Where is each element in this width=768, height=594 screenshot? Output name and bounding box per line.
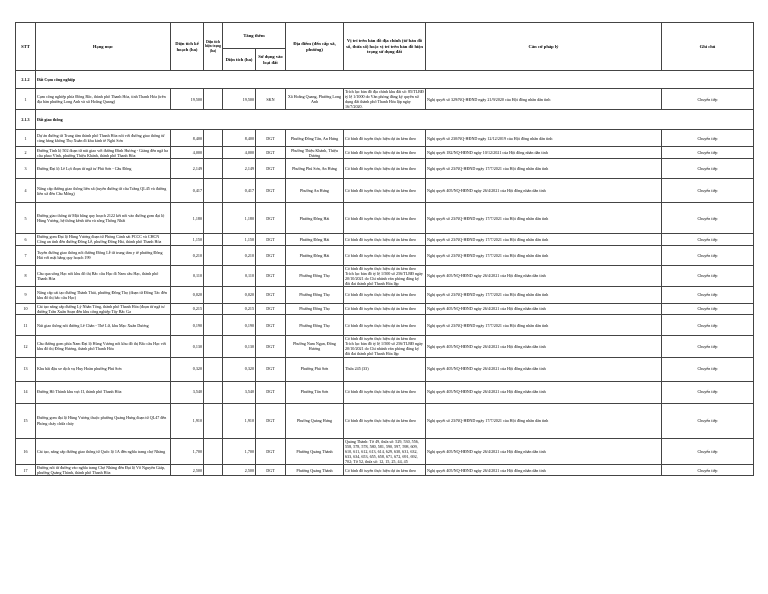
- row-can-cu: Nghị quyết 405/NQ-HĐND ngày 26/4/2021 của Hội đồng nhân dân tỉnh: [426, 265, 662, 286]
- row-dia-diem: Phường Phú Sơn: [286, 357, 344, 381]
- row-hien-trang: [204, 315, 223, 336]
- row-ke-hoach: 19,500: [171, 89, 204, 110]
- row-stt: 11: [16, 315, 36, 336]
- row-ghi-chu: Chuyển tiếp: [662, 438, 754, 464]
- row-ke-hoach: 1,910: [171, 403, 204, 438]
- row-stt: 4: [16, 179, 36, 203]
- row-ke-hoach: 0,130: [171, 336, 204, 357]
- row-hien-trang: [204, 438, 223, 464]
- row-dia-diem: Phường Thiệu Khánh, Thiệu Dương: [286, 147, 344, 159]
- row-vi-tri: Có bình đồ tuyến thực hiện dự án kèm theo: [344, 315, 426, 336]
- row-tang-them: 0,210: [223, 245, 256, 265]
- row-hien-trang: [204, 203, 223, 234]
- row-hien-trang: [204, 464, 223, 475]
- row-stt: 7: [16, 245, 36, 265]
- row-vi-tri: Thửa 245 (33): [344, 357, 426, 381]
- row-hien-trang: [204, 159, 223, 179]
- section-row: [16, 110, 754, 130]
- row-hang-muc: Đường Hồ Thành khu vực II, thành phố Thanh Hóa: [36, 381, 171, 403]
- header-stt: STT: [16, 23, 36, 71]
- table-row: [16, 245, 754, 265]
- table-row: [16, 315, 754, 336]
- row-hien-trang: [204, 234, 223, 245]
- section-title: Đất giao thông: [36, 110, 754, 130]
- row-hien-trang: [204, 336, 223, 357]
- row-ghi-chu: Chuyển tiếp: [662, 203, 754, 234]
- row-ghi-chu: Chuyển tiếp: [662, 179, 754, 203]
- row-hien-trang: [204, 357, 223, 381]
- row-stt: 10: [16, 303, 36, 314]
- row-stt: 6: [16, 234, 36, 245]
- row-stt: 14: [16, 381, 36, 403]
- row-loai-dat: DGT: [256, 130, 286, 147]
- row-hien-trang: [204, 245, 223, 265]
- land-use-table: [15, 22, 754, 476]
- table-row: [16, 438, 754, 464]
- table-row: [16, 234, 754, 245]
- row-stt: 2: [16, 147, 36, 159]
- row-ke-hoach: 2,149: [171, 159, 204, 179]
- row-dia-diem: Phường An Hưng: [286, 179, 344, 203]
- row-can-cu: Nghị quyết 182/NQ-HĐND ngày 10/12/2021 của Hội đồng nhân dân tỉnh: [426, 147, 662, 159]
- row-hang-muc: Nâng cấp đường giao thông liên xã (tuyến đường từ cầu Trắng QL45 và đường liên xã đến Cầu Mống): [36, 179, 171, 203]
- row-can-cu: Nghị quyết số 23/NQ-HĐND ngày 17/7/2021 của Hội đồng nhân dân tỉnh: [426, 245, 662, 265]
- row-tang-them: 0,215: [223, 303, 256, 314]
- row-vi-tri: Có bình đồ tuyến thực hiện dự án kèm theo: [344, 234, 426, 245]
- row-dia-diem: Phường Đông Hải: [286, 234, 344, 245]
- row-hien-trang: [204, 89, 223, 110]
- header-tang-them-dien-tich: Diện tích (ha): [223, 49, 256, 71]
- row-tang-them: 3,540: [223, 381, 256, 403]
- row-loai-dat: DGT: [256, 438, 286, 464]
- row-hang-muc: Đường nối từ đường vào nghĩa trang Chợ Nhàng đến Đại lộ Võ Nguyên Giáp, phường Quảng Thành, thành phố Thanh Hóa: [36, 464, 171, 475]
- row-ghi-chu: Chuyển tiếp: [662, 315, 754, 336]
- row-ghi-chu: Chuyển tiếp: [662, 303, 754, 314]
- header-hien-trang: Diện tích hiện trạng (ha): [204, 23, 223, 71]
- row-hang-muc: Cải tạo, nâng cấp đường giao thông từ Quốc lộ 1A đến nghĩa trang chợ Nhàng: [36, 438, 171, 464]
- row-loai-dat: DGT: [256, 179, 286, 203]
- row-loai-dat: DGT: [256, 203, 286, 234]
- row-ghi-chu: Chuyển tiếp: [662, 147, 754, 159]
- row-dia-diem: Phường Nam Ngạn, Đông Hương: [286, 336, 344, 357]
- row-ghi-chu: Chuyển tiếp: [662, 381, 754, 403]
- row-tang-them: 19,500: [223, 89, 256, 110]
- row-vi-tri: Có bình đồ tuyến thực hiện dự án kèm theo: [344, 245, 426, 265]
- row-hang-muc: Dự án đường từ Trung tâm thành phố Thanh Hóa nối với đường giao thông từ cảng hàng không Thọ Xuân đi khu kinh tế Nghi Sơn: [36, 130, 171, 147]
- row-ke-hoach: 3,540: [171, 381, 204, 403]
- row-dia-diem: Phường Phú Sơn, An Hưng: [286, 159, 344, 179]
- row-hien-trang: [204, 403, 223, 438]
- row-vi-tri: Có bình đồ tuyến thực hiện dự án kèm theo: [344, 147, 426, 159]
- row-dia-diem: Xã Hoằng Quang, Phường Long Anh: [286, 89, 344, 110]
- header-dia-diem: Địa điểm (đến cấp xã, phường): [286, 23, 344, 71]
- row-hang-muc: Khu bãi đậu xe dịch vụ Huy Hoàn phường Phú Sơn: [36, 357, 171, 381]
- section-row: [16, 71, 754, 89]
- row-dia-diem: Phường Đông Hải: [286, 245, 344, 265]
- row-hang-muc: Nút giao thông nối đường Lê Chân - Thế Lữ, khu Mạc Xuân Dương: [36, 315, 171, 336]
- header-tang-them-su-dung: Sử dụng vào loại đất: [256, 49, 286, 71]
- row-ke-hoach: 1,180: [171, 203, 204, 234]
- header-tang-them: Tăng thêm: [223, 23, 286, 49]
- row-stt: 13: [16, 357, 36, 381]
- table-row: [16, 130, 754, 147]
- row-ke-hoach: 0,190: [171, 315, 204, 336]
- row-can-cu: Nghị quyết số 23/NQ-HĐND ngày 17/7/2021 của Hội đồng nhân dân tỉnh: [426, 286, 662, 303]
- row-hang-muc: Đường Tỉnh lộ 502 đoạn từ nút giao với đường Đình Hương - Giàng đến ngã ba cầu phao Vĩnh, phường Thiệu Khánh, thành phố Thanh Hóa: [36, 147, 171, 159]
- row-loai-dat: DGT: [256, 464, 286, 475]
- row-ke-hoach: 0,215: [171, 303, 204, 314]
- table-row: [16, 147, 754, 159]
- row-ke-hoach: 4,000: [171, 147, 204, 159]
- row-ghi-chu: Chuyển tiếp: [662, 357, 754, 381]
- row-can-cu: Nghị quyết 405/NQ-HĐND ngày 26/4/2021 của Hội đồng nhân dân tỉnh: [426, 336, 662, 357]
- row-vi-tri: Có bình đồ tuyến thực hiện dự án kèm theo: [344, 286, 426, 303]
- row-can-cu: Nghị quyết 405/NQ-HĐND ngày 26/4/2021 của Hội đồng nhân dân tỉnh: [426, 381, 662, 403]
- row-stt: 3: [16, 159, 36, 179]
- row-ke-hoach: 0,417: [171, 179, 204, 203]
- row-ke-hoach: 0,110: [171, 265, 204, 286]
- row-vi-tri: Có bình đồ tuyến thực hiện dự án kèm theo: [344, 203, 426, 234]
- section-code: 2.1.2: [16, 71, 36, 89]
- row-loai-dat: DGT: [256, 159, 286, 179]
- row-hien-trang: [204, 179, 223, 203]
- table-row: [16, 179, 754, 203]
- row-vi-tri: Có bình đồ tuyến thực hiện dự án kèm theo Trích lục bản đồ tỷ lệ 1/500 số 256/TLBĐ ngày 20/10/2021 do Chi nhánh văn phòng đăng ký đất đai thành phố Thanh Hóa lập: [344, 336, 426, 357]
- row-dia-diem: Phường Quảng Thành: [286, 464, 344, 475]
- row-hang-muc: Đường Đại lộ Lê Lợi đoạn từ ngã tư Phú Sơn - Cầu Đống: [36, 159, 171, 179]
- row-hang-muc: Cầu qua sông Hạc nối khu đô thị Bắc cầu Hạc đi Nam cầu Hạc, thành phố Thanh Hóa: [36, 265, 171, 286]
- row-dia-diem: Phường Đông Thọ: [286, 286, 344, 303]
- row-dia-diem: Phường Đông Thọ: [286, 315, 344, 336]
- row-stt: 1: [16, 130, 36, 147]
- row-hien-trang: [204, 147, 223, 159]
- row-ke-hoach: 1,150: [171, 234, 204, 245]
- row-loai-dat: DGT: [256, 303, 286, 314]
- row-tang-them: 1,700: [223, 438, 256, 464]
- row-ke-hoach: 2,500: [171, 464, 204, 475]
- row-loai-dat: DGT: [256, 147, 286, 159]
- table-row: [16, 403, 754, 438]
- header-hang-muc: Hạng mục: [36, 23, 171, 71]
- row-ghi-chu: Chuyển tiếp: [662, 403, 754, 438]
- row-can-cu: Nghị quyết số 23/NQ-HĐND ngày 17/7/2021 của Hội đồng nhân dân tỉnh: [426, 159, 662, 179]
- row-can-cu: Nghị quyết số 23/NQ-HĐND ngày 17/7/2021 của Hội đồng nhân dân tỉnh: [426, 403, 662, 438]
- row-vi-tri: Có bình đồ tuyến thực hiện dự án kèm theo: [344, 381, 426, 403]
- header-dien-tich-ke-hoach: Diện tích kế hoạch (ha): [171, 23, 204, 71]
- row-hang-muc: Cải tạo nâng cấp đường Lý Nhân Tông, thành phố Thanh Hóa (đoạn từ ngã tư đường Trần Xuân Soạn đến khu công nghiệp Tây Bắc Ga: [36, 303, 171, 314]
- row-hang-muc: Đường giao thông từ Mặt bằng quy hoạch 2122 kết nối vào đường gom đại lộ Hùng Vương, hệ thống kênh tiêu và sông Thống Nhất: [36, 203, 171, 234]
- row-vi-tri: Quảng Thành: Tờ 49, thửa số: 529, 530, 556, 558, 578, 578, 580, 581, 590, 597, 598, 609, 610, 611, 612, 613, 614, 629, 630, 631, 632, 633, 634, 653, 655, 658, 671, 672, 691, 692, 702; Tờ 52, thửa số: 12, 15, 25, 44, 45: [344, 438, 426, 464]
- table-row: [16, 203, 754, 234]
- row-tang-them: 0,190: [223, 315, 256, 336]
- row-tang-them: 0,020: [223, 286, 256, 303]
- row-hang-muc: Tuyến đường giao thông nối đường Đông Lễ từ trung tâm y tế phường Đông Hải với mặt bằng quy hoạch 199: [36, 245, 171, 265]
- row-dia-diem: Phường Quảng Thành: [286, 438, 344, 464]
- row-ghi-chu: Chuyển tiếp: [662, 265, 754, 286]
- row-vi-tri: Có bình đồ tuyến thực hiện dự án kèm theo: [344, 159, 426, 179]
- row-dia-diem: Phường Đông Thọ: [286, 303, 344, 314]
- row-can-cu: Nghị quyết số 23/NQ-HĐND ngày 17/7/2021 của Hội đồng nhân dân tỉnh: [426, 315, 662, 336]
- row-can-cu: Nghị quyết số 23/NQ-HĐND ngày 17/7/2021 của Hội đồng nhân dân tỉnh: [426, 203, 662, 234]
- land-use-plan-sheet: [0, 22, 754, 476]
- row-ke-hoach: 8,400: [171, 130, 204, 147]
- row-dia-diem: Phường Quảng Hưng: [286, 403, 344, 438]
- table-row: [16, 303, 754, 314]
- row-dia-diem: Phường Tân Sơn: [286, 381, 344, 403]
- row-stt: 8: [16, 265, 36, 286]
- row-hien-trang: [204, 303, 223, 314]
- row-ghi-chu: Chuyển tiếp: [662, 464, 754, 475]
- row-hang-muc: Đường gom Đại lộ Hùng Vương đoạn từ Phòng Cảnh sát PCCC và CHCN Công an tỉnh đến đường Đông Lễ, phường Đông Hải, thành phố Thanh Hóa: [36, 234, 171, 245]
- section-code: 2.1.3: [16, 110, 36, 130]
- row-ghi-chu: Chuyển tiếp: [662, 159, 754, 179]
- row-can-cu: Nghị quyết 405/NQ-HĐND ngày 26/4/2021 của Hội đồng nhân dân tỉnh: [426, 357, 662, 381]
- section-title: Đất Cụm công nghiệp: [36, 71, 754, 89]
- row-hang-muc: Cầu đường gom phía Nam Đại lộ Hùng Vương nối khu đô thị Bắc cầu Hạc với khu đô thị Đông Hương, thành phố Thanh Hóa: [36, 336, 171, 357]
- row-hang-muc: Cụm công nghiệp phía Đông Bắc, thành phố Thanh Hóa, tỉnh Thanh Hóa (trên địa bàn phường Long Anh và xã Hoằng Quang): [36, 89, 171, 110]
- header-vi-tri: Vị trí trên bản đồ địa chính (tờ bản đồ số, thửa số) hoặc vị trí trên bản đồ hiện trạng sử dụng đất: [344, 23, 426, 71]
- row-loai-dat: SKN: [256, 89, 286, 110]
- row-stt: 9: [16, 286, 36, 303]
- header-ghi-chu: Ghi chú: [662, 23, 754, 71]
- table-row: [16, 286, 754, 303]
- row-loai-dat: DGT: [256, 403, 286, 438]
- row-loai-dat: DGT: [256, 234, 286, 245]
- row-hang-muc: Đường gom đại lộ Hùng Vương thuộc phường Quảng Hưng đoạn từ QL47 đến Phòng cháy chữa cháy: [36, 403, 171, 438]
- row-can-cu: Nghị quyết số 329/NQ-HĐND ngày 21/9/2020 của Hội đồng nhân dân tỉnh: [426, 89, 662, 110]
- row-loai-dat: DGT: [256, 357, 286, 381]
- row-stt: 12: [16, 336, 36, 357]
- row-vi-tri: Có bình đồ tuyến thực hiện dự án kèm theo: [344, 403, 426, 438]
- row-stt: 1: [16, 89, 36, 110]
- table-row: [16, 464, 754, 475]
- row-tang-them: 0,320: [223, 357, 256, 381]
- row-hien-trang: [204, 286, 223, 303]
- row-tang-them: 0,130: [223, 336, 256, 357]
- row-loai-dat: DGT: [256, 286, 286, 303]
- row-hien-trang: [204, 265, 223, 286]
- row-loai-dat: DGT: [256, 265, 286, 286]
- row-stt: 5: [16, 203, 36, 234]
- row-can-cu: Nghị quyết số 230/NQ-HĐND ngày 12/12/2019 của Hội đồng nhân dân tỉnh: [426, 130, 662, 147]
- row-ghi-chu: Chuyển tiếp: [662, 130, 754, 147]
- row-ghi-chu: Chuyển tiếp: [662, 245, 754, 265]
- row-can-cu: Nghị quyết 405/NQ-HĐND ngày 26/4/2021 của Hội đồng nhân dân tỉnh: [426, 464, 662, 475]
- row-loai-dat: DGT: [256, 381, 286, 403]
- row-hien-trang: [204, 381, 223, 403]
- row-tang-them: 1,180: [223, 203, 256, 234]
- row-tang-them: 2,149: [223, 159, 256, 179]
- row-vi-tri: Có bình đồ tuyến thực hiện dự án kèm theo Trích lục bản đồ tỷ lệ 1/500 số 256/TLBĐ ngày 20/10/2021 do Chi nhánh văn phòng đăng ký đất đai thành phố Thanh Hóa lập: [344, 265, 426, 286]
- row-can-cu: Nghị quyết 405/NQ-HĐND ngày 26/4/2021 của Hội đồng nhân dân tỉnh: [426, 438, 662, 464]
- row-tang-them: 1,150: [223, 234, 256, 245]
- row-tang-them: 8,400: [223, 130, 256, 147]
- row-ghi-chu: Chuyển tiếp: [662, 336, 754, 357]
- row-tang-them: 2,500: [223, 464, 256, 475]
- header-can-cu: Căn cứ pháp lý: [426, 23, 662, 71]
- row-vi-tri: Có bình đồ tuyến thực hiện dự án kèm theo: [344, 130, 426, 147]
- row-ghi-chu: Chuyển tiếp: [662, 234, 754, 245]
- table-row: [16, 265, 754, 286]
- row-ke-hoach: 0,210: [171, 245, 204, 265]
- table-row: [16, 357, 754, 381]
- row-stt: 16: [16, 438, 36, 464]
- row-tang-them: 4,000: [223, 147, 256, 159]
- row-ke-hoach: 1,700: [171, 438, 204, 464]
- row-ghi-chu: Chuyển tiếp: [662, 286, 754, 303]
- row-can-cu: Nghị quyết 405/NQ-HĐND ngày 26/4/2021 của Hội đồng nhân dân tỉnh: [426, 179, 662, 203]
- row-ke-hoach: 0,320: [171, 357, 204, 381]
- row-dia-diem: Phường Đông Tân, An Hưng: [286, 130, 344, 147]
- row-vi-tri: Có bình đồ tuyến thực hiện dự án kèm theo: [344, 464, 426, 475]
- row-vi-tri: Trích lục bản đồ địa chính khu đất số: 85/TLBĐ tỷ lệ 1/1000 do Văn phòng đăng ký quyền sử dụng đất thành phố Thanh Hóa lập ngày 16/7/2020.: [345, 89, 424, 110]
- row-dia-diem: Phường Đông Hải: [286, 203, 344, 234]
- row-loai-dat: DGT: [256, 245, 286, 265]
- row-tang-them: 0,417: [223, 179, 256, 203]
- row-dia-diem: Phường Đông Thọ: [286, 265, 344, 286]
- table-row: [16, 336, 754, 357]
- table-row: [16, 89, 754, 110]
- row-can-cu: Nghị quyết 405/NQ-HĐND ngày 26/4/2021 của Hội đồng nhân dân tỉnh: [426, 303, 662, 314]
- row-tang-them: 0,110: [223, 265, 256, 286]
- row-hang-muc: Nâng cấp cải tạo đường Thành Thái, phường Đông Thọ (đoạn từ Đông Tác đến khu đô thị bắc cầu Hạc): [36, 286, 171, 303]
- row-vi-tri: Có bình đồ tuyến thực hiện dự án kèm theo: [344, 303, 426, 314]
- row-can-cu: Nghị quyết số 23/NQ-HĐND ngày 17/7/2021 của Hội đồng nhân dân tỉnh: [426, 234, 662, 245]
- row-ghi-chu: Chuyển tiếp: [662, 89, 754, 110]
- table-row: [16, 159, 754, 179]
- table-row: [16, 381, 754, 403]
- row-stt: 15: [16, 403, 36, 438]
- row-loai-dat: DGT: [256, 336, 286, 357]
- row-hien-trang: [204, 130, 223, 147]
- row-loai-dat: DGT: [256, 315, 286, 336]
- row-ke-hoach: 0,020: [171, 286, 204, 303]
- row-vi-tri: Có bình đồ tuyến thực hiện dự án kèm theo: [344, 179, 426, 203]
- row-tang-them: 1,910: [223, 403, 256, 438]
- row-stt: 17: [16, 464, 36, 475]
